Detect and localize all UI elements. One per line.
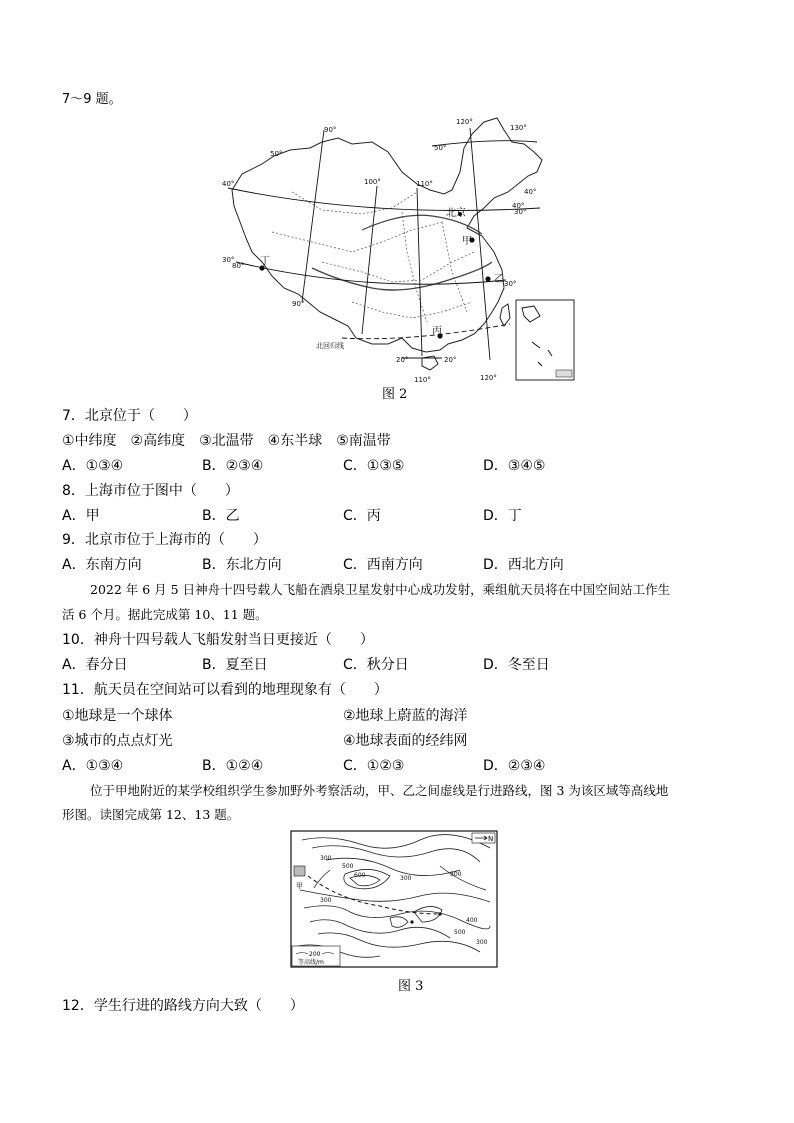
q11-choice-1: ①地球是一个球体	[62, 708, 173, 724]
q9-option-c[interactable]: C．西南方向	[343, 557, 423, 573]
passage-1-line-1: 2022 年 6 月 5 日神舟十四号载人飞船在酒泉卫星发射中心成功发射，乘组航天员将在中国空间站工作生	[90, 582, 671, 597]
lon-label: 90°	[292, 300, 305, 308]
q7-option-b[interactable]: B．②③④	[202, 458, 264, 474]
q10-option-c[interactable]: C．秋分日	[343, 657, 409, 673]
q8-option-a[interactable]: A．甲	[62, 508, 100, 524]
q7-option-d[interactable]: D．③④⑤	[483, 458, 546, 474]
contour-label: 400	[466, 917, 478, 924]
yi-label: 乙	[494, 274, 504, 285]
q12-stem: 12．学生行进的路线方向大致（ ）	[62, 998, 304, 1014]
contour-label: 300	[320, 855, 332, 862]
lat-label: 50°	[270, 150, 283, 158]
lon-label: 90°	[324, 126, 337, 134]
lat-label: 20°	[444, 356, 457, 364]
contour-label: 500	[342, 863, 354, 870]
taiwan-island	[500, 304, 510, 326]
north-label: N	[488, 835, 494, 843]
point-marker	[438, 912, 441, 915]
contour-label: 500	[454, 929, 466, 936]
legend-value: 200	[309, 951, 321, 958]
q8-stem: 8．上海市位于图中（ ）	[62, 483, 239, 499]
passage-2-line-1: 位于甲地附近的某学校组织学生参加野外考察活动，甲、乙之间虚线是行进路线，图 3 为该区域等高线地	[90, 783, 669, 798]
intro-text: 7～9 题。	[62, 92, 122, 107]
lon-label: 100°	[364, 178, 381, 186]
lon-label: 110°	[416, 180, 433, 188]
q10-option-d[interactable]: D．冬至日	[483, 657, 550, 673]
contour-label: 300	[450, 871, 462, 878]
contour-label: 600	[354, 872, 366, 879]
lat-label: 40°	[524, 188, 537, 196]
lat-label: 30°	[514, 208, 527, 216]
q10-option-a[interactable]: A．春分日	[62, 657, 128, 673]
contour-map-figure	[290, 830, 498, 968]
lat-label: 40°	[512, 202, 525, 210]
passage-2-line-2: 形图。读图完成第 12、13 题。	[62, 807, 240, 822]
south-china-sea-inset	[516, 300, 574, 380]
point-marker	[410, 920, 413, 923]
q11-choice-4: ④地球表面的经纬网	[343, 733, 468, 749]
lat-label: 20°	[396, 356, 409, 364]
q8-option-d[interactable]: D．丁	[483, 508, 522, 524]
lon-label: 120°	[456, 118, 473, 126]
china-map-figure	[212, 112, 582, 384]
ding-label: 丁	[260, 256, 270, 267]
q10-option-b[interactable]: B．夏至日	[202, 657, 268, 673]
bing-label: 丙	[432, 326, 442, 337]
q11-option-a[interactable]: A．①③④	[62, 758, 124, 774]
legend-label: 等高线/m	[298, 959, 324, 966]
lat-label: 30°	[504, 280, 517, 288]
q7-option-c[interactable]: C．①③⑤	[343, 458, 405, 474]
meridian-line	[470, 128, 490, 360]
lat-label: 50°	[434, 144, 447, 152]
q9-option-b[interactable]: B．东北方向	[202, 557, 282, 573]
q11-option-b[interactable]: B．①②④	[202, 758, 264, 774]
q7-stem: 7．北京位于（ ）	[62, 408, 197, 424]
beijing-label: 北京	[446, 208, 466, 219]
contour-label: 300	[400, 875, 412, 882]
lon-label: 130°	[510, 124, 527, 132]
lon-label: 110°	[414, 376, 431, 384]
q11-option-d[interactable]: D．②③④	[483, 758, 546, 774]
lon-label: 80°	[232, 262, 245, 270]
passage-1-line-2: 活 6 个月。据此完成第 10、11 题。	[62, 607, 268, 622]
lat-label: 30°	[222, 256, 235, 264]
q11-option-c[interactable]: C．①②③	[343, 758, 405, 774]
q9-option-a[interactable]: A．东南方向	[62, 557, 142, 573]
q11-stem: 11．航天员在空间站可以看到的地理现象有（ ）	[62, 682, 388, 698]
meridian-line	[417, 188, 422, 356]
q8-option-b[interactable]: B．乙	[202, 508, 240, 524]
q9-stem: 9．北京市位于上海市的（ ）	[62, 532, 267, 548]
contour-label: 300	[320, 897, 332, 904]
q11-choice-3: ③城市的点点灯光	[62, 733, 173, 749]
q8-option-c[interactable]: C．丙	[343, 508, 381, 524]
tropic-line	[342, 324, 510, 339]
lat-label: 40°	[222, 180, 235, 188]
q11-choice-2: ②地球上蔚蓝的海洋	[343, 708, 468, 724]
jia-school-marker	[294, 866, 305, 876]
q7-choices: ①中纬度 ②高纬度 ③北温带 ④东半球 ⑤南温带	[62, 433, 391, 449]
q9-option-d[interactable]: D．西北方向	[483, 557, 564, 573]
figure-3-caption: 图 3	[398, 979, 424, 994]
lon-label: 120°	[480, 374, 497, 382]
jia-label: 甲	[462, 236, 472, 247]
yi-marker	[485, 276, 490, 281]
q10-stem: 10．神舟十四号载人飞船发射当日更接近（ ）	[62, 632, 374, 648]
q7-option-a[interactable]: A．①③④	[62, 458, 124, 474]
tropic-label: 北回归线	[316, 342, 344, 350]
jia-label: 甲	[296, 882, 303, 890]
contour-label: 300	[476, 939, 488, 946]
figure-2-caption: 图 2	[382, 387, 408, 402]
